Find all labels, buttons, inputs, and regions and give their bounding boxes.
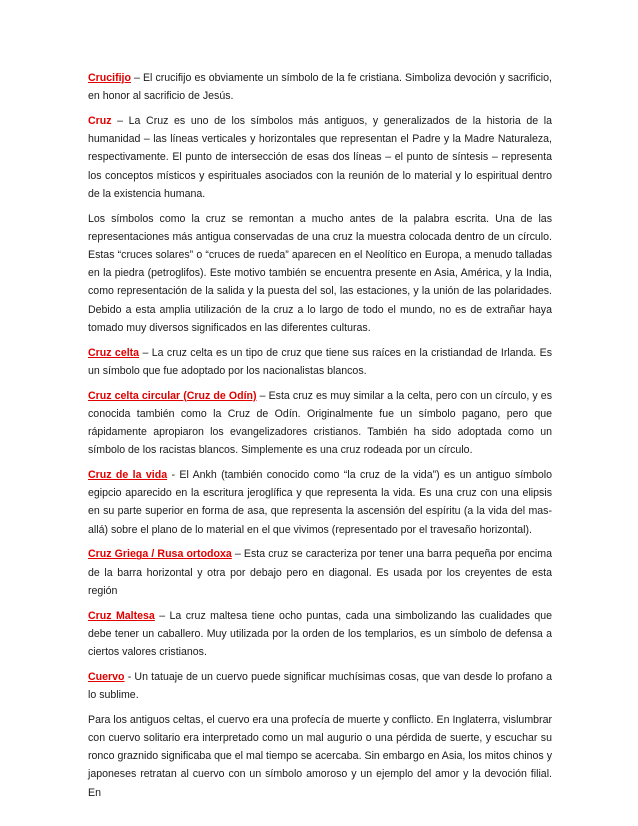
term-heading: Crucifijo — [88, 72, 131, 84]
paragraph-text: – Esta cruz se caracteriza por tener una barra pequeña por encima de la barra horizontal y otra por debajo pero en diagonal. Es usada por los creyentes de esta región — [88, 548, 552, 597]
paragraph-text: – La cruz celta es un tipo de cruz que tiene sus raíces en la cristiandad de Irlanda. Es un símbolo que fue adoptado por los nacionalistas blancos. — [88, 346, 552, 377]
paragraph-cruz-griega — [88, 545, 552, 600]
paragraph-cruz-de-la-vida — [88, 466, 552, 539]
term-heading: Cruz — [88, 115, 112, 127]
term-heading: Cruz de la vida — [88, 469, 168, 482]
paragraph-cuervo — [88, 668, 552, 704]
paragraph-cruz-celta-circular — [88, 387, 552, 460]
paragraph-cruz — [88, 112, 552, 203]
document-page — [88, 69, 552, 808]
paragraph-simbolos-cruz — [88, 210, 552, 337]
term-heading: Cuervo — [88, 670, 125, 683]
paragraph-celtas-cuervo — [88, 711, 552, 802]
paragraph-text: – La Cruz es uno de los símbolos más antiguos, y generalizados de la historia de la humanidad – las líneas verticales y horizontales que representan el Padre y la Madre Naturaleza, respectivamente. El punto de intersección de esas dos líneas – el punto de síntesis – representa los conceptos místicos y espirituales asociados con la reunión de lo material y lo espiritual dentro de la existencia humana. — [88, 115, 552, 200]
paragraph-cruz-maltesa — [88, 607, 552, 662]
paragraph-text: – Esta cruz es muy similar a la celta, pero con un círculo, y es conocida también como la Cruz de Odín. Originalmente fue un símbolo pagano, pero que rápidamente apropiaron los evangelizadores cristianos. También ha sido adoptada como un símbolo de los racistas blancos. Simplemente es una cruz rodeada por un círculo. — [88, 389, 552, 457]
term-heading: Cruz Griega / Rusa ortodoxa — [88, 548, 232, 561]
paragraph-text: Para los antiguos celtas, el cuervo era una profecía de muerte y conflicto. En Inglaterra, vislumbrar con cuervo solitario era interpretado como un mal augurio o una pérdida de suerte, y escuchar su ronco graznido significaba que el mal tiempo se acercaba. Sin embargo en Asia, los mitos chinos y japoneses retratan al cuervo con un símbolo amoroso y un ejemplo del amor y la devoción filial. En — [88, 713, 552, 799]
paragraph-crucifijo — [88, 69, 552, 105]
paragraph-text: – El crucifijo es obviamente un símbolo de la fe cristiana. Simboliza devoción y sacrificio, en honor al sacrificio de Jesús. — [88, 72, 552, 103]
paragraph-text: – La cruz maltesa tiene ocho puntas, cada una simbolizando las cualidades que debe tener un caballero. Muy utilizada por la orden de los templarios, es un símbolo de defensa a ciertos valores cristianos. — [88, 609, 552, 659]
paragraph-cruz-celta — [88, 344, 552, 380]
paragraph-text: - Un tatuaje de un cuervo puede significar muchísimas cosas, que van desde lo profano a lo sublime. — [88, 670, 552, 702]
paragraph-text: - El Ankh (también conocido como “la cruz de la vida”) es un antiguo símbolo egipcio aparecido en la escritura jeroglífica y que representa la vida. Es una cruz con una elipsis en su parte superior en forma de asa, que representa la ascensión del espíritu (a la vida del mas-allá) sobre el plano de lo material en el que vivimos (representado por el travesaño horizontal). — [88, 469, 552, 536]
term-heading: Cruz celta — [88, 346, 140, 359]
term-heading: Cruz celta circular (Cruz de Odín) — [88, 389, 257, 402]
paragraph-text: Los símbolos como la cruz se remontan a mucho antes de la palabra escrita. Una de las representaciones más antigua conservadas de una cruz la muestra colocada dentro de un círculo. Estas “cruces solares” o “cruces de rueda” aparecen en el Neolítico en Europa, a menudo talladas en la piedra (petroglifos). Este motivo también se encuentra presente en Asia, América, y la India, como representación de la salida y la puesta del sol, las estaciones, y la unión de las polaridades. Debido a esta amplia utilización de la cruz a lo largo de todo el mundo, no es de extrañar haya tomado muy diversos significados en las diferentes culturas. — [88, 212, 552, 334]
term-heading: Cruz Maltesa — [88, 609, 155, 622]
